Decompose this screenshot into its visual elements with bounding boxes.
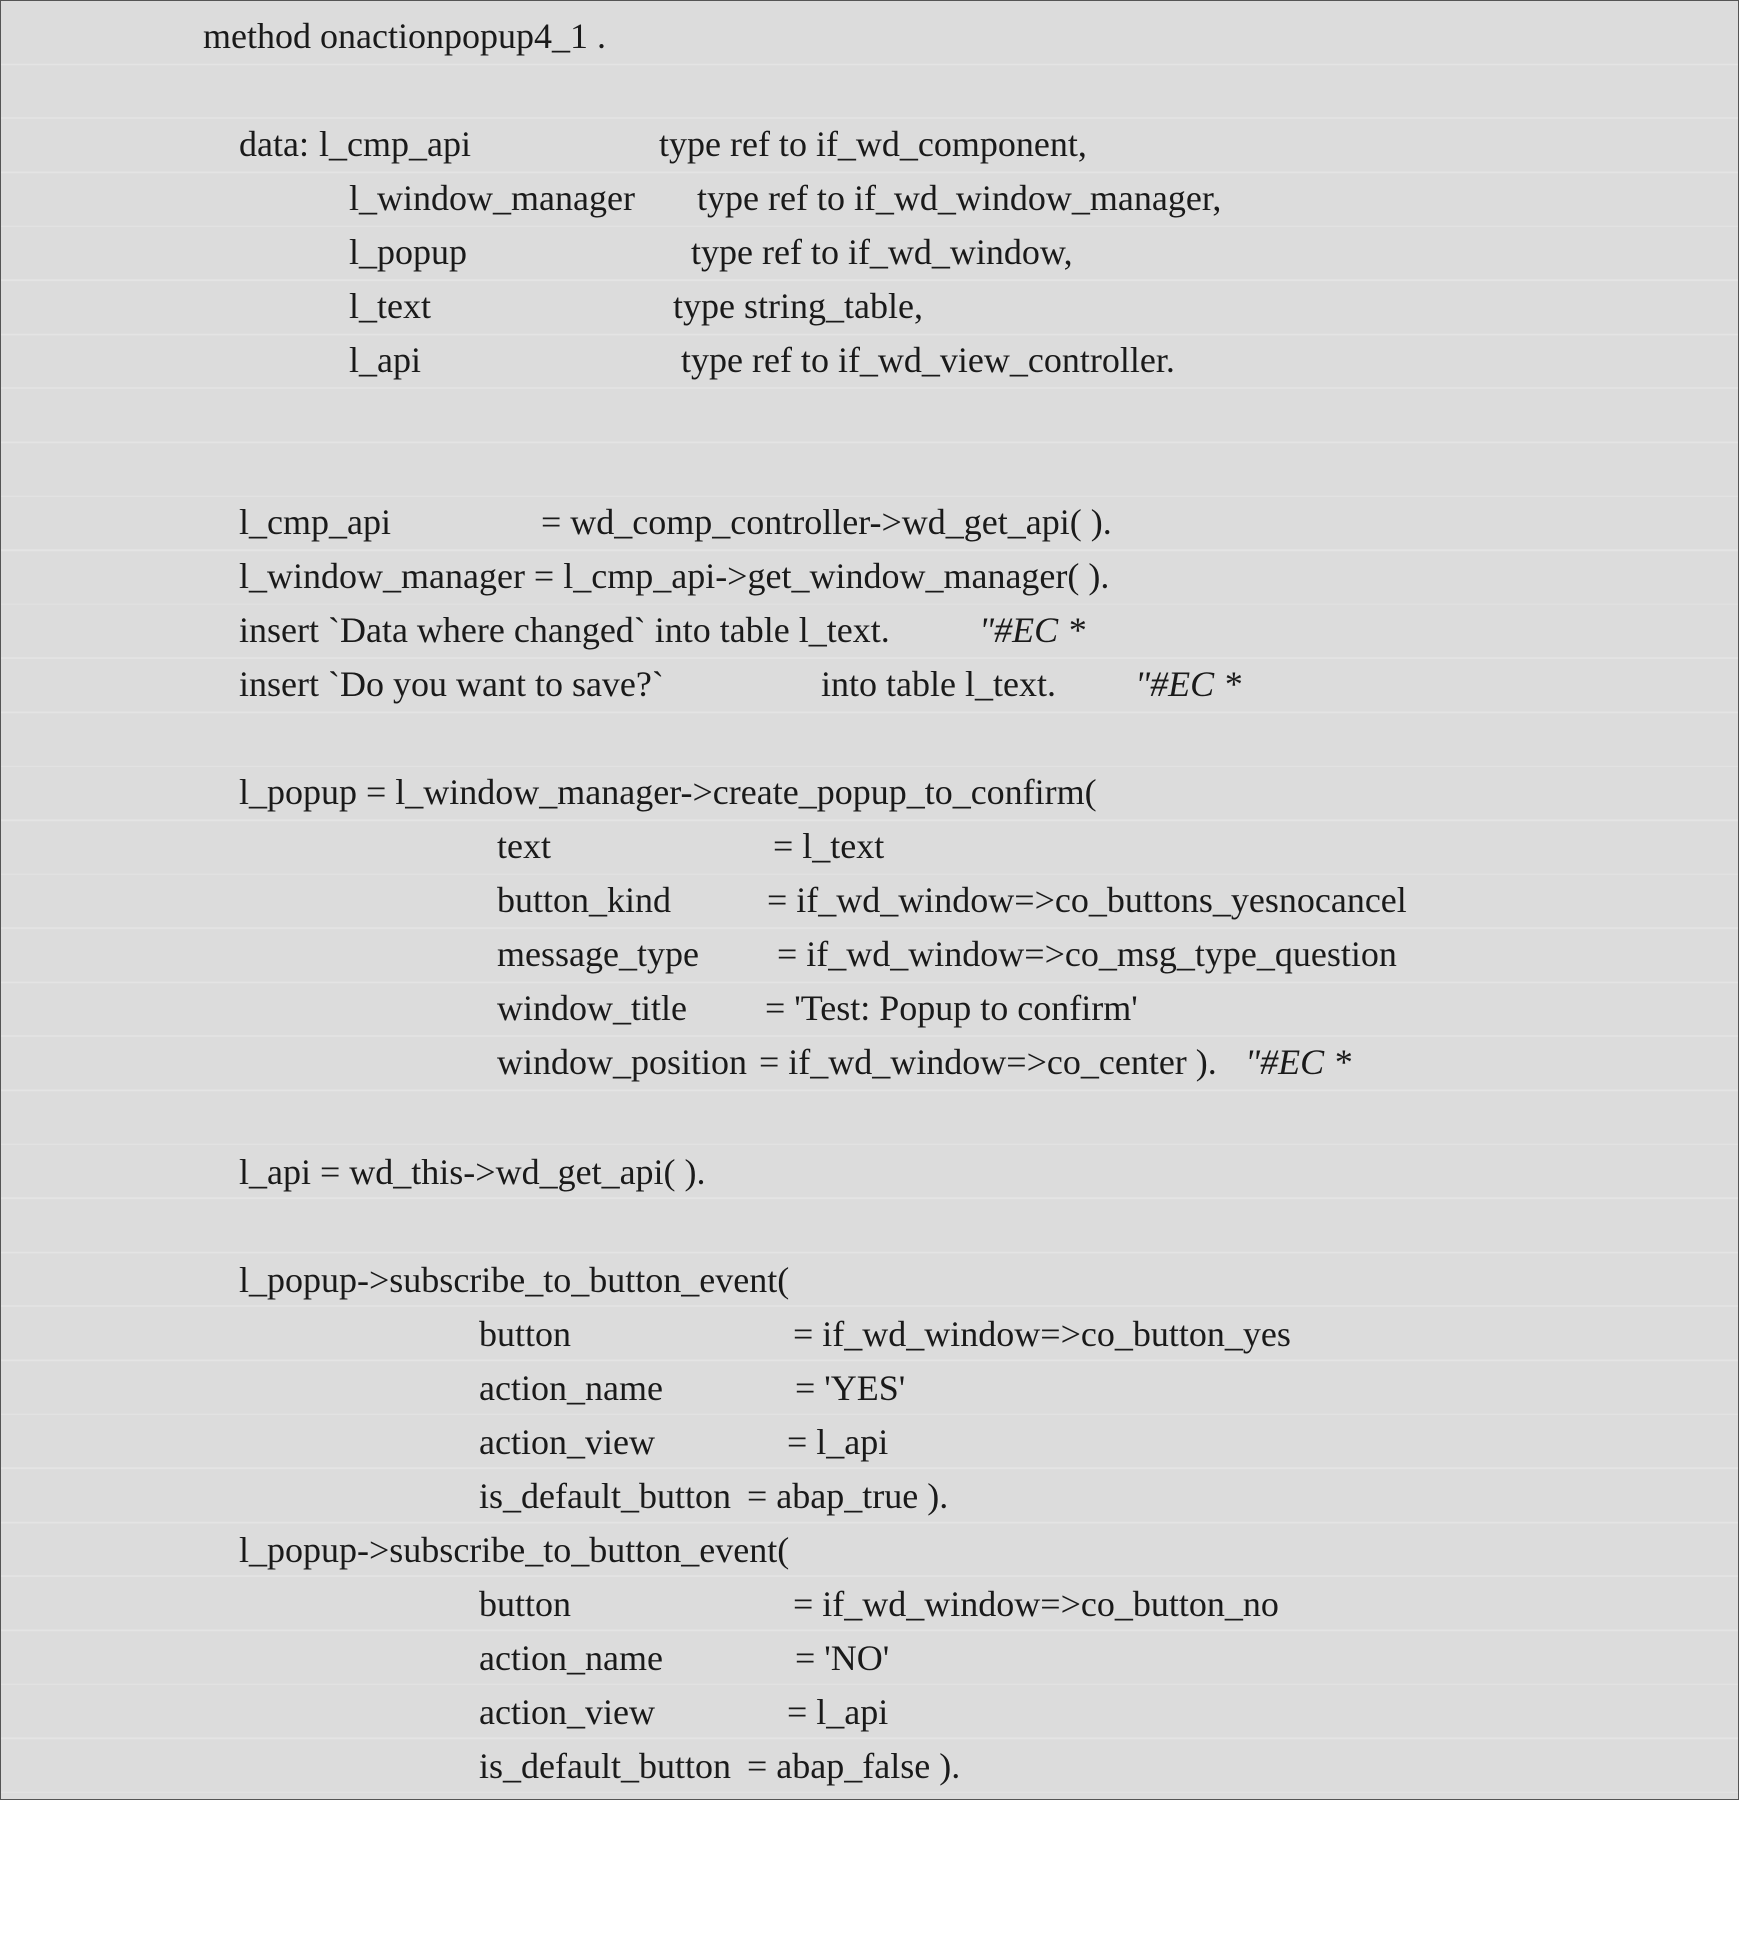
data-decl-line-2 <box>1 171 1222 225</box>
decl-name: l_api <box>349 340 421 380</box>
param-value: = abap_true ). <box>747 1476 949 1516</box>
param-name: window_position <box>497 1042 748 1082</box>
popup-param-line <box>1 927 1397 981</box>
subscribe-yes-param-line <box>1 1415 889 1469</box>
param-value: = if_wd_window=>co_center ). <box>759 1042 1217 1082</box>
param-name: message_type <box>497 934 699 974</box>
param-name: window_title <box>497 988 687 1028</box>
param-name: button_kind <box>497 880 672 920</box>
popup-param-line <box>1 873 1407 927</box>
insert-statement: insert `Do you want to save?` <box>239 664 664 704</box>
decl-name: l_text <box>349 286 431 326</box>
param-value: = abap_false ). <box>747 1746 961 1786</box>
decl-type: type string_table, <box>673 286 923 326</box>
data-decl-line-5 <box>1 333 1175 387</box>
param-name: action_view <box>479 1692 655 1732</box>
insert-line-1 <box>1 603 1086 657</box>
assign-window-manager-line <box>1 549 1110 603</box>
api-assign-statement: l_api = wd_this->wd_get_api( ). <box>239 1152 706 1192</box>
insert-statement: insert `Data where changed` into table l_text. <box>239 610 890 650</box>
subscribe-no-param-line <box>1 1577 1279 1631</box>
param-value: = 'Test: Popup to confirm' <box>765 988 1138 1028</box>
param-value: = if_wd_window=>co_msg_type_question <box>777 934 1397 974</box>
assign-statement: l_window_manager = l_cmp_api->get_window_manager( ). <box>239 556 1110 596</box>
create-popup-call-line <box>1 765 1097 819</box>
param-name: action_name <box>479 1368 663 1408</box>
param-value: = if_wd_window=>co_button_no <box>793 1584 1279 1624</box>
assign-cmp-api-line <box>1 495 1112 549</box>
param-name: text <box>497 826 551 866</box>
subscribe-yes-param-line <box>1 1361 906 1415</box>
popup-param-line <box>1 981 1138 1035</box>
param-value: = if_wd_window=>co_buttons_yesnocancel <box>767 880 1407 920</box>
decl-name: l_window_manager <box>349 178 635 218</box>
popup-param-line <box>1 819 885 873</box>
param-value: = l_api <box>787 1422 889 1462</box>
param-name: is_default_button <box>479 1476 731 1516</box>
decl-type: type ref to if_wd_component, <box>659 124 1087 164</box>
insert-target: into table l_text. <box>821 664 1056 704</box>
subscribe-no-param-line <box>1 1739 961 1793</box>
param-value: = l_text <box>773 826 885 866</box>
param-value: = l_api <box>787 1692 889 1732</box>
api-assign-line <box>1 1145 706 1199</box>
subscribe-no-param-line <box>1 1685 889 1739</box>
subscribe-call: l_popup->subscribe_to_button_event( <box>239 1260 790 1300</box>
param-name: button <box>479 1584 572 1624</box>
assign-rhs: = wd_comp_controller->wd_get_api( ). <box>541 502 1112 542</box>
param-value: = 'YES' <box>795 1368 906 1408</box>
pragma-comment: "#EC * <box>1135 664 1242 704</box>
subscribe-yes-param-line <box>1 1307 1291 1361</box>
subscribe-no-param-line <box>1 1631 890 1685</box>
data-decl-line-3 <box>1 225 1073 279</box>
method-header: method onactionpopup4_1 . <box>203 16 606 56</box>
popup-param-line <box>1 1035 1352 1089</box>
method-header-line <box>1 9 606 63</box>
decl-name: l_popup <box>349 232 468 272</box>
subscribe-no-call-line <box>1 1523 790 1577</box>
create-popup-call: l_popup = l_window_manager->create_popup_to_confirm( <box>239 772 1097 812</box>
param-value: = if_wd_window=>co_button_yes <box>793 1314 1291 1354</box>
decl-type: type ref to if_wd_view_controller. <box>681 340 1175 380</box>
data-decl-line-4 <box>1 279 923 333</box>
subscribe-call: l_popup->subscribe_to_button_event( <box>239 1530 790 1570</box>
param-name: is_default_button <box>479 1746 731 1786</box>
data-keyword: data: <box>239 124 309 164</box>
param-name: action_view <box>479 1422 655 1462</box>
param-value: = 'NO' <box>795 1638 890 1678</box>
insert-line-2 <box>1 657 1242 711</box>
pragma-comment: "#EC * <box>979 610 1086 650</box>
data-decl-line-1 <box>1 117 1087 171</box>
decl-name: l_cmp_api <box>319 124 471 164</box>
decl-type: type ref to if_wd_window_manager, <box>697 178 1222 218</box>
subscribe-yes-call-line <box>1 1253 790 1307</box>
pragma-comment: "#EC * <box>1245 1042 1352 1082</box>
param-name: action_name <box>479 1638 663 1678</box>
assign-lhs: l_cmp_api <box>239 502 391 542</box>
decl-type: type ref to if_wd_window, <box>691 232 1073 272</box>
subscribe-yes-param-line <box>1 1469 949 1523</box>
param-name: button <box>479 1314 572 1354</box>
